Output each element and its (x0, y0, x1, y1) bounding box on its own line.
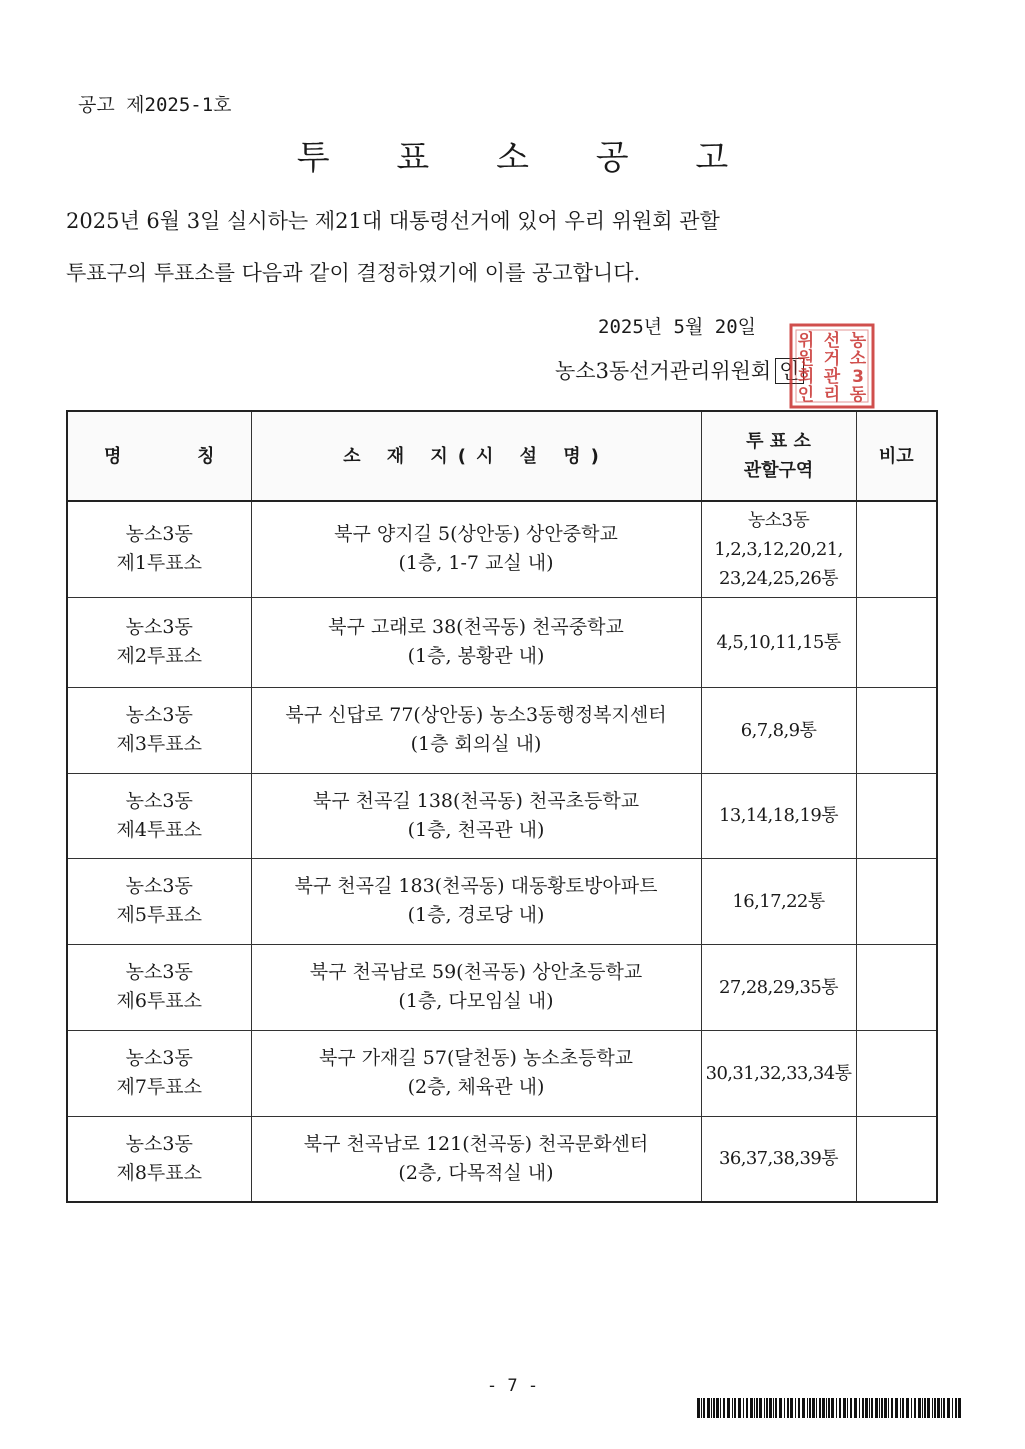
barcode-bar (914, 1398, 916, 1418)
station-address-cell (251, 1030, 701, 1116)
barcode-bar (836, 1398, 837, 1418)
seal-glyph: 위 (797, 331, 815, 351)
station-address-line: 북구 가재길 57(달천동) 농소초등학교 (318, 1047, 634, 1069)
station-area-line: 27,28,29,35통 (719, 976, 838, 998)
barcode-bar (784, 1398, 785, 1418)
barcode-bar (746, 1398, 748, 1418)
seal-glyph: 관 (823, 367, 841, 387)
station-address-line: 북구 천곡길 183(천곡동) 대동황토방아파트 (294, 875, 658, 897)
station-note-cell (856, 944, 937, 1030)
notice-number: 공고 제2025-1호 (78, 94, 232, 116)
station-area-cell (701, 1030, 856, 1116)
station-address-line: (1층, 1-7 교실 내) (398, 552, 554, 575)
station-name-line: 농소3동 (125, 1047, 193, 1069)
station-address-line: (1층, 경로당 내) (407, 904, 545, 926)
barcode-bar (743, 1398, 744, 1418)
station-name-cell (67, 597, 251, 687)
barcode-bar (802, 1398, 805, 1418)
barcode-bar (701, 1398, 702, 1418)
barcode-bar (879, 1398, 880, 1418)
barcode-bar (723, 1398, 725, 1418)
barcode-bar (697, 1398, 700, 1418)
barcode-bar (759, 1398, 762, 1418)
station-area-line: 23,24,25,26통 (719, 567, 838, 589)
barcode-bar (769, 1398, 772, 1418)
barcode-bar (826, 1398, 827, 1418)
station-address-line: (1층, 천곡관 내) (407, 818, 545, 841)
header-note: 비고 (856, 411, 937, 501)
station-name-line: 농소3동 (125, 704, 193, 726)
station-address-line: 북구 천곡남로 121(천곡동) 천곡문화센터 (303, 1132, 649, 1155)
barcode-bar (720, 1398, 721, 1418)
barcode-bar (754, 1398, 755, 1418)
barcode-bar (924, 1398, 926, 1418)
barcode-bar (713, 1398, 715, 1418)
seal-glyph: 리 (823, 385, 841, 405)
barcode-bar (927, 1398, 930, 1418)
barcode-bar (750, 1398, 753, 1418)
barcode-bar (906, 1398, 909, 1418)
station-area-cell (701, 501, 856, 597)
barcode-bar (937, 1398, 940, 1418)
seal-glyph: 농 (849, 331, 867, 351)
station-name-line: 농소3동 (125, 789, 193, 812)
station-name-line: 제7투표소 (116, 1076, 202, 1098)
station-name-line: 농소3동 (125, 616, 193, 638)
station-area-line: 6,7,8,9통 (740, 719, 817, 741)
barcode-bar (828, 1398, 830, 1418)
seal-glyph: 인 (797, 385, 815, 405)
station-name-line: 제1투표소 (116, 552, 202, 575)
barcode-bar (862, 1398, 864, 1418)
barcode-bar (847, 1398, 848, 1418)
signer-line (555, 355, 804, 385)
barcode-bar (703, 1398, 705, 1418)
station-name-line: 농소3동 (125, 1132, 193, 1155)
page-title: 투 표 소 공 고 (296, 138, 757, 178)
table-row (67, 944, 937, 1030)
station-note-cell (856, 858, 937, 944)
seal-stamp-icon (788, 322, 876, 410)
header-name: 명 칭 (67, 411, 251, 501)
barcode-bar (941, 1398, 942, 1418)
barcode-bar (955, 1398, 957, 1418)
station-address-cell (251, 501, 701, 597)
station-address-cell (251, 944, 701, 1030)
barcode-bar (869, 1398, 870, 1418)
barcode-bar (888, 1398, 889, 1418)
barcode-bar (854, 1398, 857, 1418)
barcode-bar (756, 1398, 758, 1418)
station-name-cell (67, 1030, 251, 1116)
station-note-cell (856, 1116, 937, 1202)
station-name-cell (67, 858, 251, 944)
barcode-bar (819, 1398, 821, 1418)
station-address-cell (251, 597, 701, 687)
body-text-line-1: 2025년 6월 3일 실시하는 제21대 대통령선거에 있어 우리 위원회 관할 (66, 209, 720, 233)
station-address-line: (1층 회의실 내) (410, 733, 542, 755)
station-address-line: 북구 양지길 5(상안동) 상안중학교 (334, 523, 618, 546)
barcode-bar (932, 1398, 933, 1418)
station-address-line: 북구 신답로 77(상안동) 농소3동행정복지센터 (285, 704, 667, 726)
body-text-line-2: 투표구의 투표소를 다음과 같이 결정하였기에 이를 공고합니다. (66, 261, 641, 285)
station-name-line: 제5투표소 (116, 904, 202, 926)
station-area-line: 13,14,18,19통 (719, 805, 838, 826)
station-name-line: 제2투표소 (116, 645, 202, 667)
station-note-cell (856, 501, 937, 597)
seal-glyph: 원 (797, 349, 815, 369)
table-row (67, 773, 937, 858)
barcode-bar (816, 1398, 817, 1418)
station-address-cell (251, 687, 701, 773)
station-area-cell (701, 1116, 856, 1202)
station-address-line: (1층, 봉황관 내) (407, 645, 545, 667)
barcode-bar (911, 1398, 912, 1418)
station-note-cell (856, 1030, 937, 1116)
barcode-bar (865, 1398, 868, 1418)
barcode-bar (822, 1398, 825, 1418)
barcode-bar (934, 1398, 936, 1418)
station-area-cell (701, 597, 856, 687)
table-row (67, 687, 937, 773)
barcode-bar (732, 1398, 733, 1418)
station-name-line: 제8투표소 (116, 1161, 202, 1184)
station-name-line: 농소3동 (125, 523, 193, 546)
station-address-cell (251, 858, 701, 944)
station-address-line: 북구 고래로 38(천곡동) 천곡중학교 (328, 616, 624, 638)
barcode-bar (831, 1398, 834, 1418)
barcode-bar (900, 1398, 901, 1418)
seal-glyph: 회 (797, 367, 815, 387)
seal-glyph: 동 (849, 385, 867, 405)
table-row (67, 1030, 937, 1116)
station-area-cell (701, 687, 856, 773)
barcode-bar (875, 1398, 878, 1418)
station-name-cell (67, 1116, 251, 1202)
barcode-bar (902, 1398, 904, 1418)
barcode-bar (922, 1398, 923, 1418)
barcode-bar (775, 1398, 777, 1418)
barcode-bar (918, 1398, 921, 1418)
barcode-bar (738, 1398, 741, 1418)
station-area-line: 30,31,32,33,34통 (705, 1062, 852, 1084)
barcode-bar (795, 1398, 796, 1418)
station-address-line: (1층, 다모임실 내) (398, 990, 554, 1012)
barcode-bar (807, 1398, 808, 1418)
station-note-cell (856, 597, 937, 687)
station-area-line: 36,37,38,39통 (719, 1148, 838, 1170)
seal-mark: 인 (775, 358, 803, 384)
barcode-bar (707, 1398, 710, 1418)
station-name-cell (67, 687, 251, 773)
seal-glyph: 3 (852, 367, 864, 387)
table-row (67, 501, 937, 597)
barcode-bar (839, 1398, 841, 1418)
signer-name: 농소3동선거관리위원회 (555, 359, 772, 383)
station-address-cell (251, 1116, 701, 1202)
barcode-bar (881, 1398, 883, 1418)
barcode-bar (787, 1398, 789, 1418)
seal-glyph: 거 (823, 349, 841, 369)
table-row (67, 1116, 937, 1202)
station-area-cell (701, 858, 856, 944)
table-row (67, 597, 937, 687)
station-address-line: 북구 천곡남로 59(천곡동) 상안초등학교 (309, 961, 643, 983)
station-name-cell (67, 501, 251, 597)
barcode-bar (843, 1398, 846, 1418)
barcode-bar (947, 1398, 950, 1418)
barcode-bar (812, 1398, 815, 1418)
barcode-bar (895, 1398, 898, 1418)
page-number: - 7 - (486, 1376, 539, 1396)
station-name-line: 제3투표소 (116, 733, 202, 755)
station-name-cell (67, 944, 251, 1030)
barcode-bar (773, 1398, 774, 1418)
station-name-line: 농소3동 (125, 961, 193, 983)
barcode-bar (952, 1398, 953, 1418)
barcode-bar (766, 1398, 768, 1418)
station-address-line: (2층, 체육관 내) (407, 1076, 545, 1098)
barcode-bar (798, 1398, 800, 1418)
barcode-bar (779, 1398, 782, 1418)
station-name-line: 농소3동 (125, 875, 193, 897)
notice-date: 2025년 5월 20일 (598, 316, 757, 338)
barcode-bar (716, 1398, 719, 1418)
station-name-line: 제4투표소 (116, 818, 202, 841)
barcode-bar (727, 1398, 730, 1418)
barcode-bar (711, 1398, 712, 1418)
station-address-line: 북구 천곡길 138(천곡동) 천곡초등학교 (312, 789, 640, 812)
station-area-line: 16,17,22통 (732, 890, 825, 912)
header-address: 소 재 지(시 설 명) (251, 411, 701, 501)
station-area-line: 농소3동 (747, 509, 810, 531)
barcode-bar (958, 1398, 961, 1418)
barcode-bar (790, 1398, 793, 1418)
station-area-line: 1,2,3,12,20,21, (714, 538, 843, 560)
table-header-row (67, 411, 937, 501)
station-area-cell (701, 944, 856, 1030)
station-name-cell (67, 773, 251, 858)
barcode-bar (734, 1398, 736, 1418)
station-name-line: 제6투표소 (116, 990, 202, 1012)
station-note-cell (856, 773, 937, 858)
station-area-line: 4,5,10,11,15통 (716, 631, 841, 653)
station-address-line: (2층, 다목적실 내) (398, 1161, 554, 1184)
table-row (67, 858, 937, 944)
barcode-bar (809, 1398, 811, 1418)
barcode-bar (884, 1398, 887, 1418)
barcode-icon (697, 1398, 962, 1418)
seal-glyph: 선 (823, 331, 841, 351)
barcode-bar (850, 1398, 852, 1418)
header-area: 투 표 소 관할구역 (701, 411, 856, 501)
station-address-cell (251, 773, 701, 858)
barcode-bar (871, 1398, 873, 1418)
official-seal (788, 322, 876, 410)
seal-glyph: 소 (849, 349, 867, 369)
barcode-bar (891, 1398, 893, 1418)
barcode-bar (764, 1398, 765, 1418)
station-note-cell (856, 687, 937, 773)
barcode-bar (859, 1398, 860, 1418)
polling-station-table (66, 410, 938, 1203)
station-area-cell (701, 773, 856, 858)
barcode-bar (943, 1398, 945, 1418)
